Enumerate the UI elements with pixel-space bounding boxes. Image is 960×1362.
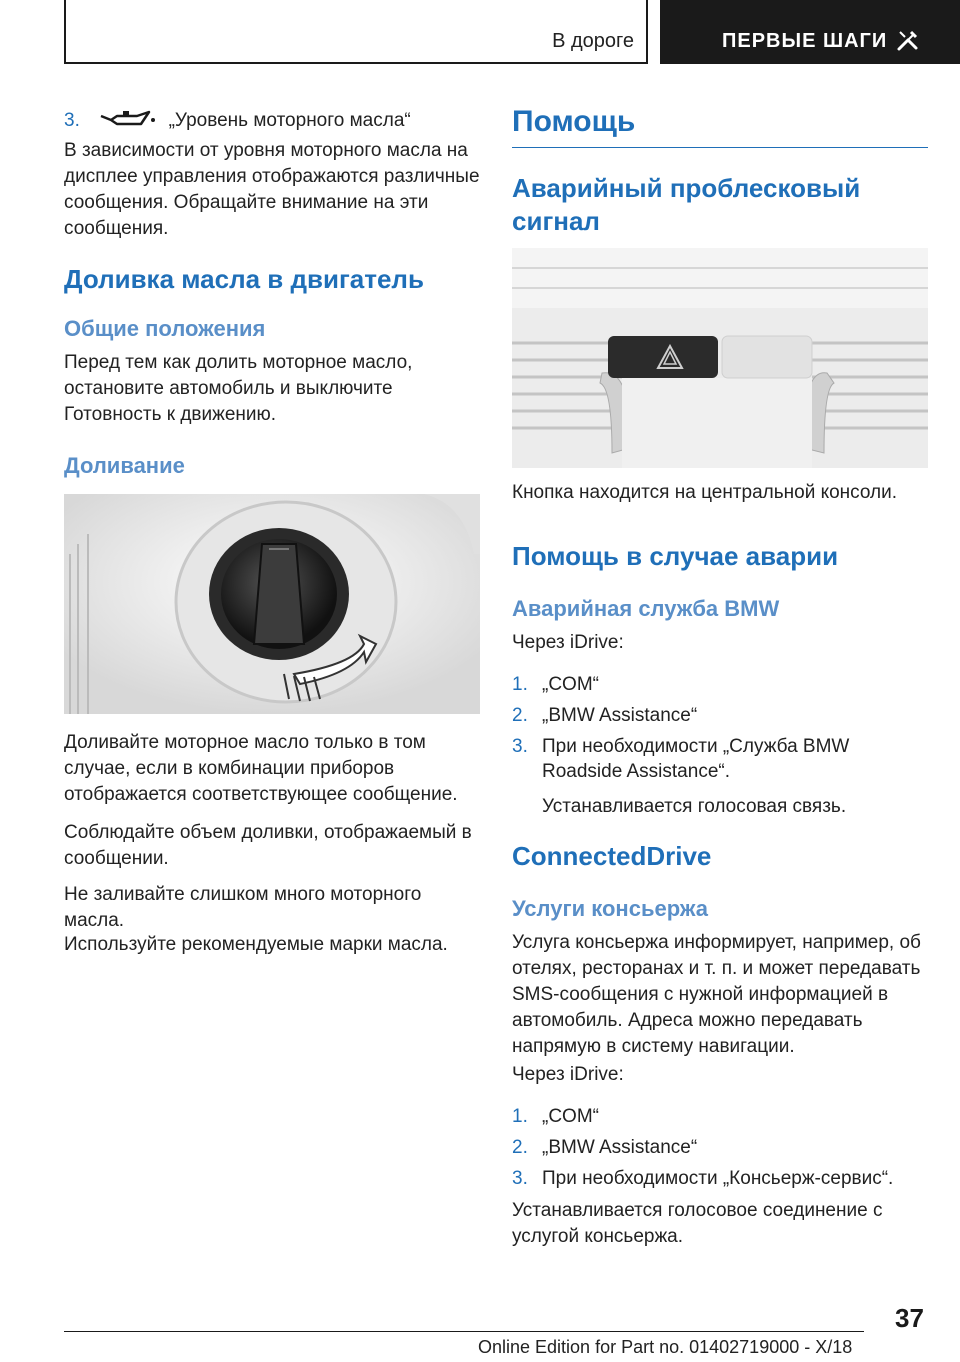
oil-level-item — [64, 108, 484, 134]
section-heading: Доливка масла в двигатель — [64, 264, 424, 294]
list-item-continuation: Roadside Assistance“. — [542, 761, 730, 782]
subsection-heading: Доливание — [64, 453, 185, 478]
subsection-heading: Аварийная служба BMW — [512, 596, 780, 621]
header-section: В дороге — [552, 30, 634, 52]
image-caption: Кнопка находится на центральной консоли. — [512, 482, 898, 503]
footer-rule — [64, 1331, 864, 1332]
list-item: 3. При необходимости „Служба BMW — [512, 736, 850, 757]
heading-rule — [512, 147, 928, 148]
list-item: 1. „COM“ — [512, 674, 599, 695]
paragraph: Доливайте моторное масло только в том случае, если в комбинации приборов отображается соответствующее сообщение. — [64, 732, 458, 805]
header-chapter: ПЕРВЫЕ ШАГИ — [722, 30, 888, 52]
list-note: Устанавливается голосовая связь. — [542, 796, 847, 817]
page-number: 37 — [895, 1303, 924, 1333]
list-item: 1. „COM“ — [512, 1106, 599, 1127]
oil-can-icon — [97, 108, 157, 130]
header-chapter-box — [660, 0, 960, 64]
item-number: 3. — [64, 110, 80, 131]
paragraph: Устанавливается голосовое соединение с услугой консьержа. — [512, 1200, 883, 1247]
list-item: 3. При необходимости „Консьерж-сервис“. — [512, 1168, 894, 1189]
paragraph: Перед тем как долить моторное масло, остановите автомобиль и выключите Готовность к движению. — [64, 352, 413, 425]
subsection-heading: Общие положения — [64, 316, 266, 341]
section-heading: Помощь в случае аварии — [512, 541, 839, 571]
paragraph: Через iDrive: — [512, 1064, 624, 1085]
section-heading: ConnectedDrive — [512, 841, 712, 871]
chapter-heading: Помощь — [512, 105, 636, 138]
hazard-button-image — [512, 248, 928, 468]
paragraph: Услуга консьержа информирует, например, об отелях, ресторанах и т. п. и может передавать SMS-сообщения с нужной информацией в автомобиль. Адреса можно передавать напрямую в систему навигации. — [512, 932, 921, 1057]
wrench-screwdriver-icon — [896, 28, 920, 52]
footer-edition: Online Edition for Part no. 01402719000 - X/18 — [478, 1337, 853, 1357]
subsection-heading: Услуги консьержа — [512, 896, 708, 921]
paragraph: Не заливайте слишком много моторного масла. — [64, 884, 422, 931]
paragraph: В зависимости от уровня моторного масла на дисплее управления отображаются различные сообщения. Обращайте внимание на эти сообщения. — [64, 140, 480, 239]
oil-level-label: „Уровень моторного масла“ — [168, 110, 411, 131]
paragraph: Через iDrive: — [512, 632, 624, 653]
oil-filler-cap-image — [64, 494, 480, 714]
header-section-box — [64, 0, 648, 64]
paragraph: Используйте рекомендуемые марки масла. — [64, 934, 448, 955]
list-item: 2. „BMW Assistance“ — [512, 1137, 698, 1158]
section-heading: Аварийный проблесковый сигнал — [512, 173, 861, 236]
list-item: 2. „BMW Assistance“ — [512, 705, 698, 726]
paragraph: Соблюдайте объем доливки, отображаемый в сообщении. — [64, 822, 472, 869]
